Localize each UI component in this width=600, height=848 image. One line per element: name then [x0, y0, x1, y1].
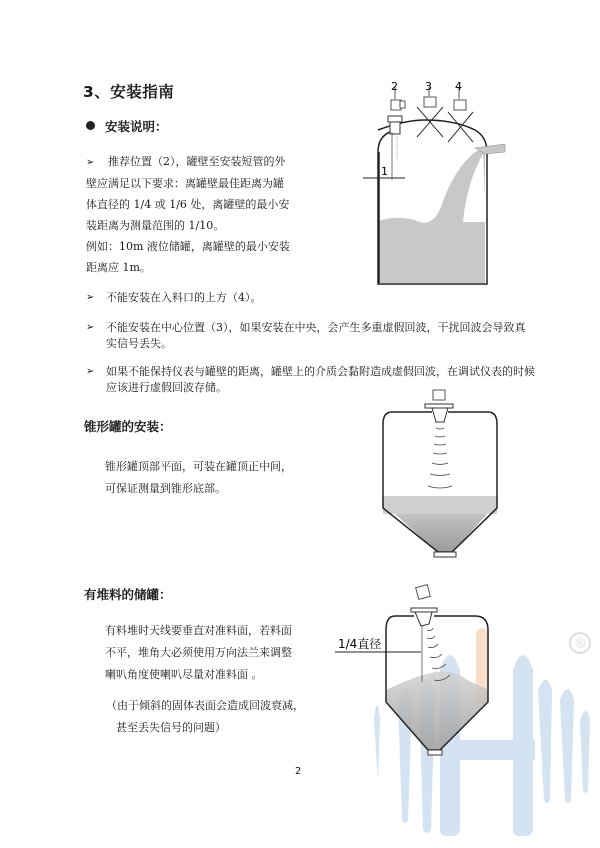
- page-number: 2: [295, 766, 302, 777]
- arrow-bullet-icon: ➢: [86, 366, 95, 377]
- svg-text:1/4直径: 1/4直径: [338, 637, 382, 651]
- cone-tank-diagram: [380, 390, 500, 570]
- svg-text:1: 1: [381, 165, 388, 178]
- svg-text:3: 3: [425, 80, 432, 93]
- tank-position-diagram: [345, 82, 505, 292]
- rule-item: ➢ 如果不能保持仪表与罐壁的距离，罐壁上的介质会黏附造成虚假回波，在调试仪表的时候应该进行虚假回波存储。: [86, 365, 535, 394]
- pile-tank-note: （由于倾斜的固体表面会造成回波衰减， 甚至丢失信号的问题）: [106, 699, 304, 734]
- bullet-dot-icon: [86, 121, 95, 130]
- pile-tank-description: 有料堆时天线要垂直对准料面，若料面 不平，堆角大必须使用万向法兰来调整 喇叭角度使喇叭尽量对准料面 。: [105, 624, 292, 681]
- svg-text:2: 2: [391, 80, 398, 93]
- pile-tank-diagram: [335, 580, 515, 775]
- arrow-bullet-icon: ➢: [86, 157, 95, 168]
- rule-item: ➢ 不能安装在入料口的上方（4）。: [86, 291, 262, 304]
- section-title: 3、安装指南: [83, 83, 175, 101]
- rule-item: ➢ 不能安装在中心位置（3），如果安装在中央，会产生多重虚假回波，干扰回波会导致真实信号丢失。: [86, 321, 526, 350]
- arrow-bullet-icon: ➢: [86, 322, 95, 333]
- install-notes-heading: 安装说明：: [105, 119, 168, 134]
- cone-tank-heading: 锥形罐的安装：: [84, 419, 172, 434]
- svg-text:4: 4: [455, 80, 462, 93]
- pile-tank-heading: 有堆料的储罐：: [84, 587, 172, 602]
- cone-tank-description: 锥形罐顶部平面，可装在罐顶正中间， 可保证测量到锥形底部。: [105, 460, 292, 495]
- recommendation-paragraph: ➢ 推荐位置（2），罐壁至安装短管的外 壁应满足以下要求：离罐壁最佳距离为罐 体直径的 1/4 或 1/6 处，离罐壁的最小安 装距离为测量范围的 1/10。 例如：10m 液位储罐，离罐壁的最小安装 距离应 1m。: [86, 151, 346, 278]
- arrow-bullet-icon: ➢: [86, 292, 95, 303]
- svg-text:®: ®: [574, 637, 587, 652]
